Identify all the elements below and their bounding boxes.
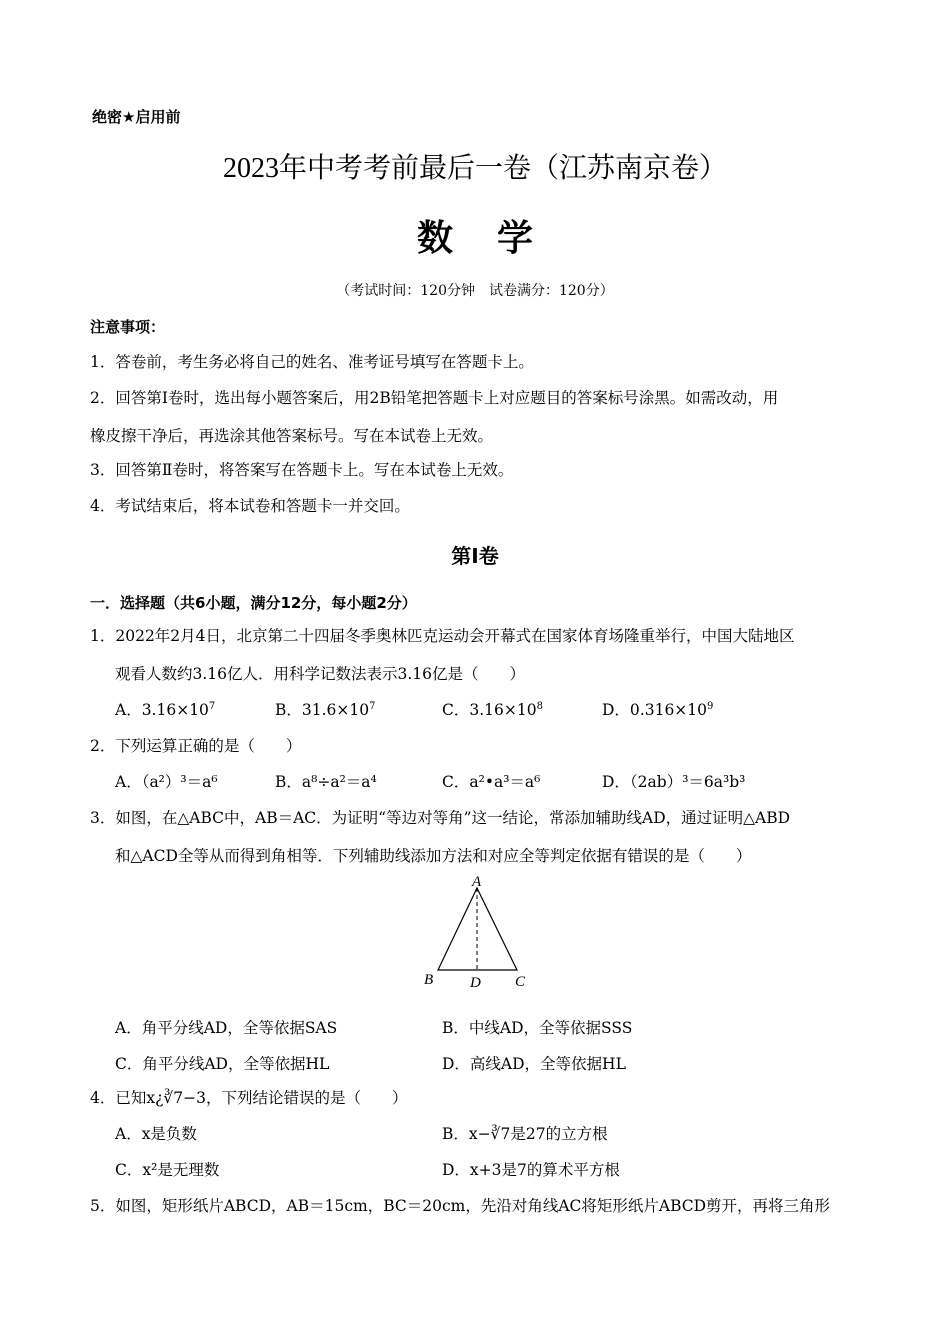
question-5-line1: 5．如图，矩形纸片ABCD，AB＝15cm，BC＝20cm，先沿对角线AC将矩形纸片ABCD剪开，再将三角形 xyxy=(90,1197,831,1215)
q3-option-b: B．中线AD，全等依据SSS xyxy=(442,1019,633,1037)
secret-label: 绝密★启用前 xyxy=(92,108,181,126)
part-heading: 一．选择题（共6小题，满分12分，每小题2分） xyxy=(90,594,417,612)
vertex-b-label: B xyxy=(424,972,434,988)
point-d-label: D xyxy=(470,975,481,991)
notice-item: 1．答卷前，考生务必将自己的姓名、准考证号填写在答题卡上。 xyxy=(90,353,534,371)
q1-option-c: C．$3.16\times 10^8$ xyxy=(442,701,543,719)
notice-item: 4．考试结束后，将本试卷和答题卡一并交回。 xyxy=(90,497,410,515)
exam-info: （考试时间：120分钟 试卷满分：120分） xyxy=(336,283,614,299)
q1-option-d: D．$0.316\times 10^9$ xyxy=(602,701,714,719)
notice-item: 2．回答第Ⅰ卷时，选出每小题答案后，用2B铅笔把答题卡上对应题目的答案标号涂黑。如需改动，用 xyxy=(90,389,779,407)
vertex-c-label: C xyxy=(515,974,526,990)
q2-option-b: B．a⁸÷a²＝a⁴ xyxy=(275,773,377,791)
q3-option-d: D．高线AD，全等依据HL xyxy=(442,1055,626,1073)
q4-option-d: D．x+3是7的算术平方根 xyxy=(442,1161,620,1179)
triangle-figure xyxy=(415,870,540,995)
question-1-line2: 观看人数约3.16亿人．用科学记数法表示3.16亿是（ ） xyxy=(115,665,526,683)
q3-option-a: A．角平分线AD，全等依据SAS xyxy=(115,1019,338,1037)
notice-item: 3．回答第Ⅱ卷时，将答案写在答题卡上。写在本试卷上无效。 xyxy=(90,461,514,479)
section-title: 第Ⅰ卷 xyxy=(451,544,499,568)
triangle-abc xyxy=(438,888,517,970)
q4-option-c: C．x²是无理数 xyxy=(115,1161,220,1179)
q4-option-a: A．x是负数 xyxy=(115,1125,197,1143)
vertex-a-label: A xyxy=(472,874,482,890)
subject-title: 数学 xyxy=(416,218,577,259)
notice-item: 橡皮擦干净后，再选涂其他答案标号。写在本试卷上无效。 xyxy=(90,427,494,445)
q4-option-b: B．x−∛7是27的立方根 xyxy=(442,1125,608,1143)
q3-option-c: C．角平分线AD，全等依据HL xyxy=(115,1055,330,1073)
question-2-line1: 2．下列运算正确的是（ ） xyxy=(90,737,302,755)
notice-heading: 注意事项： xyxy=(90,318,166,336)
question-3-line2: 和△ACD全等从而得到角相等．下列辅助线添加方法和对应全等判定依据有错误的是（ ） xyxy=(115,847,752,865)
q2-option-c: C．a²•a³＝a⁶ xyxy=(442,773,541,791)
q1-option-b: B．$31.6\times 10^7$ xyxy=(275,701,376,719)
q1-option-a: A．$3.16\times 10^7$ xyxy=(115,701,216,719)
page-title: 2023年中考考前最后一卷（江苏南京卷） xyxy=(222,153,727,184)
question-3-line1: 3．如图，在△ABC中，AB＝AC．为证明“等边对等角”这一结论，常添加辅助线AD，通过证明△ABD xyxy=(90,809,791,827)
question-1-line1: 1．2022年2月4日，北京第二十四届冬季奥林匹克运动会开幕式在国家体育场隆重举行，中国大陆地区 xyxy=(90,627,795,645)
q2-option-a: A．（a²）³＝a⁶ xyxy=(115,773,218,791)
question-4-line1: 4．已知x¿∛7−3，下列结论错误的是（ ） xyxy=(90,1089,408,1107)
q2-option-d: D．（2ab）³＝6a³b³ xyxy=(602,773,746,791)
